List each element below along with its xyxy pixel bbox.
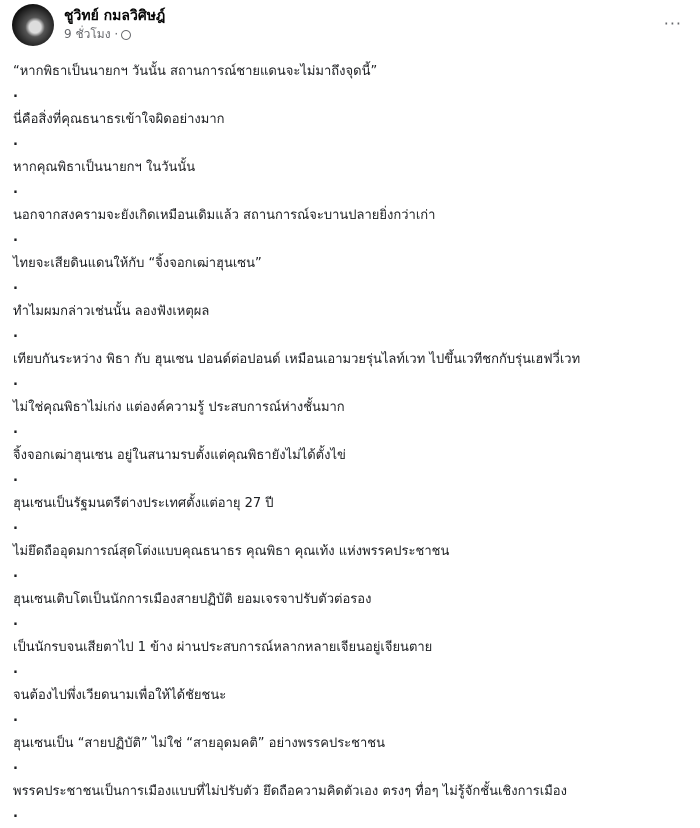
separator-dot: . bbox=[13, 86, 18, 101]
separator-dot: . bbox=[13, 230, 18, 245]
more-options-button[interactable]: ··· bbox=[663, 14, 682, 33]
separator-dot: . bbox=[13, 470, 18, 485]
post-body bbox=[13, 60, 693, 828]
post-text-line: ไม่ยึดถืออุดมการณ์สุดโต่งแบบคุณธนาธร คุณพิธา คุณเท้ง แห่งพรรคประชาชน bbox=[13, 544, 450, 559]
separator-dot: . bbox=[13, 134, 18, 149]
separator-dot: . bbox=[13, 182, 18, 197]
post-text-line: ทำไมผมกล่าวเช่นนั้น ลองฟังเหตุผล bbox=[13, 304, 210, 319]
post-text-line: ไม่ใช่คุณพิธาไม่เก่ง แต่องค์ความรู้ ประสบการณ์ห่างชั้นมาก bbox=[13, 400, 345, 415]
post-text-line: ฮุนเซนเติบโตเป็นนักการเมืองสายปฏิบัติ ยอมเจรจาปรับตัวต่อรอง bbox=[13, 592, 372, 607]
author-name[interactable]: ชูวิทย์ กมลวิศิษฎ์ bbox=[64, 8, 166, 24]
post-text-line: เทียบกันระหว่าง พิธา กับ ฮุนเซน ปอนด์ต่อปอนด์ เหมือนเอามวยรุ่นไลท์เวท ไปขึ้นเวทีชกกับรุ่นเฮฟวี่เวท bbox=[13, 352, 581, 367]
post-text-line: จนต้องไปพึ่งเวียดนามเพื่อให้ได้ชัยชนะ bbox=[13, 688, 227, 703]
separator-dot: . bbox=[13, 614, 18, 629]
post-text-line: นอกจากสงครามจะยังเกิดเหมือนเดิมแล้ว สถานการณ์จะบานปลายยิ่งกว่าเก่า bbox=[13, 208, 436, 223]
post-text-line: นี่คือสิ่งที่คุณธนาธรเข้าใจผิดอย่างมาก bbox=[13, 112, 225, 127]
post-text-line: จิ้งจอกเฒ่าฮุนเซน อยู่ในสนามรบตั้งแต่คุณพิธายังไม่ได้ตั้งไข่ bbox=[13, 448, 346, 463]
separator-dot: . bbox=[13, 518, 18, 533]
post-text-line: เป็นนักรบจนเสียตาไป 1 ข้าง ผ่านประสบการณ์หลากหลายเจียนอยู่เจียนตาย bbox=[13, 640, 433, 655]
separator-dot: . bbox=[13, 710, 18, 725]
separator-dot: . bbox=[13, 758, 18, 773]
separator-dot: . bbox=[13, 422, 18, 437]
timestamp[interactable]: 9 ชั่วโมง · bbox=[64, 27, 119, 41]
post-header bbox=[12, 4, 165, 46]
post-text-line: ฮุนเซนเป็นรัฐมนตรีต่างประเทศตั้งแต่อายุ 27 ปี bbox=[13, 496, 274, 511]
separator-dot: . bbox=[13, 278, 18, 293]
separator-dot: . bbox=[13, 806, 18, 821]
globe-icon bbox=[121, 30, 131, 40]
post-text-line: พรรคประชาชนเป็นการเมืองแบบที่ไม่ปรับตัว ยึดถือความคิดตัวเอง ตรงๆ ทื่อๆ ไม่รู้จักชั้นเชิงการเมือง bbox=[13, 784, 567, 799]
post-time bbox=[64, 26, 165, 43]
separator-dot: . bbox=[13, 326, 18, 341]
post-text-line: หากคุณพิธาเป็นนายกฯ ในวันนั้น bbox=[13, 160, 196, 175]
avatar[interactable] bbox=[12, 4, 54, 46]
separator-dot: . bbox=[13, 374, 18, 389]
post-text-line: “หากพิธาเป็นนายกฯ วันนั้น สถานการณ์ชายแดนจะไม่มาถึงจุดนี้” bbox=[13, 64, 378, 79]
post-text-line: ไทยจะเสียดินแดนให้กับ “จิ้งจอกเฒ่าฮุนเซน” bbox=[13, 256, 262, 271]
separator-dot: . bbox=[13, 662, 18, 677]
separator-dot: . bbox=[13, 566, 18, 581]
post-text-line: ฮุนเซนเป็น “สายปฏิบัติ” ไม่ใช่ “สายอุดมคติ” อย่างพรรคประชาชน bbox=[13, 736, 385, 751]
